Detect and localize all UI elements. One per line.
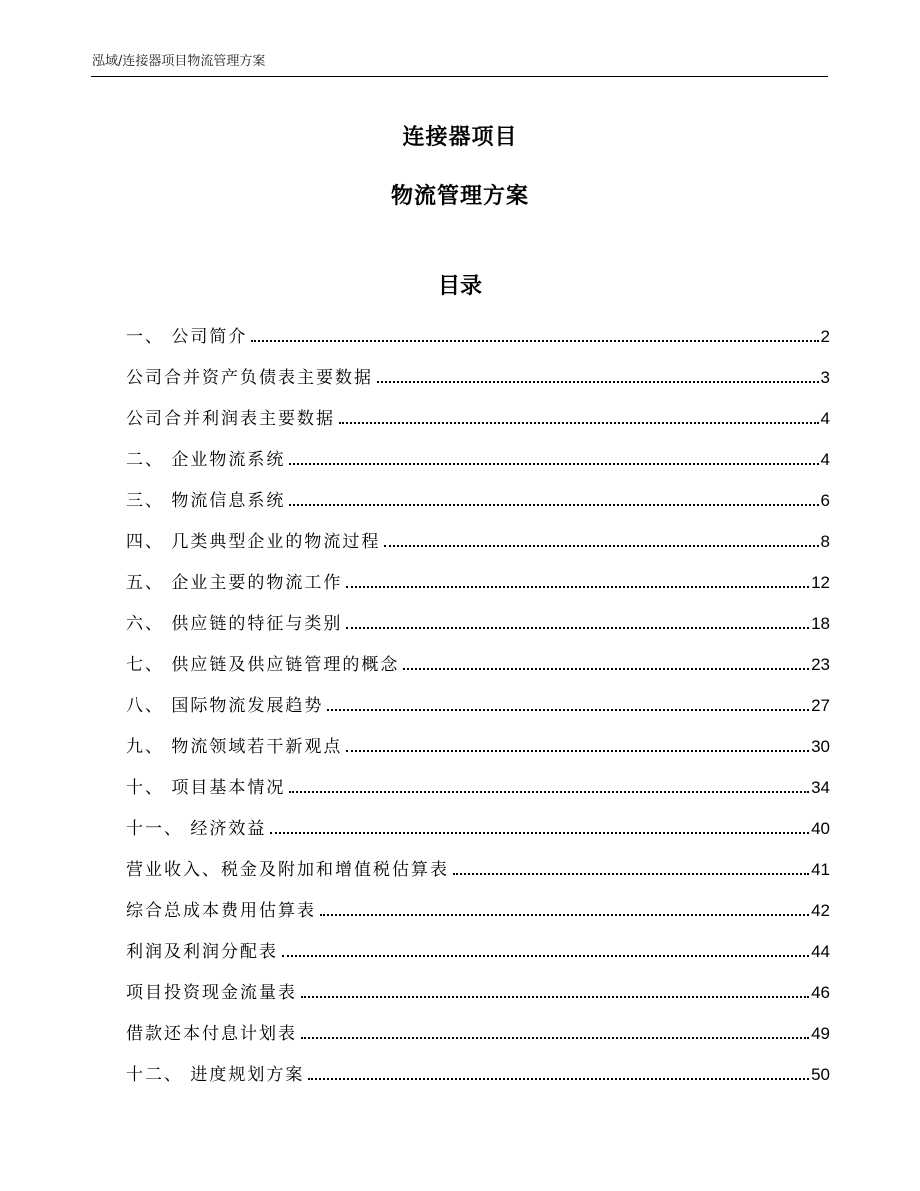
toc-dot-leader <box>289 504 818 506</box>
toc-entry-label: 公司合并资产负债表主要数据 <box>126 368 373 388</box>
toc-dot-leader <box>308 1078 809 1080</box>
toc-entry[interactable] <box>126 1022 830 1063</box>
toc-entry[interactable] <box>126 776 830 817</box>
toc-entry-page-number: 30 <box>811 737 830 756</box>
toc-entry-page-number: 42 <box>811 901 830 920</box>
toc-entry-label: 十、 项目基本情况 <box>126 778 286 798</box>
header-divider <box>91 76 828 77</box>
toc-dot-leader <box>403 668 809 670</box>
toc-entry[interactable] <box>126 366 830 407</box>
running-header: 泓域/连接器项目物流管理方案 <box>92 54 266 69</box>
toc-dot-leader <box>346 750 809 752</box>
toc-entry[interactable] <box>126 735 830 776</box>
toc-dot-leader <box>346 586 809 588</box>
toc-dot-leader <box>339 422 819 424</box>
toc-dot-leader <box>384 545 818 547</box>
toc-entry-label: 公司合并利润表主要数据 <box>126 409 335 429</box>
toc-heading: 目录 <box>437 274 482 299</box>
toc-entry[interactable] <box>126 1063 830 1104</box>
toc-dot-leader <box>346 627 809 629</box>
toc-entry[interactable] <box>126 612 830 653</box>
toc-entry[interactable] <box>126 571 830 612</box>
toc-entry-page-number: 27 <box>811 696 830 715</box>
toc-entry-page-number: 44 <box>811 942 830 961</box>
toc-entry-label: 十一、 经济效益 <box>126 819 267 839</box>
document-title-line-1: 连接器项目 <box>402 125 518 150</box>
toc-entry[interactable] <box>126 530 830 571</box>
toc-entry-label: 二、 企业物流系统 <box>126 450 286 470</box>
toc-entry-page-number: 4 <box>820 450 830 469</box>
toc-dot-leader <box>289 791 809 793</box>
toc-entry-page-number: 50 <box>811 1065 830 1084</box>
toc-entry-label: 四、 几类典型企业的物流过程 <box>126 532 381 552</box>
toc-entry-page-number: 8 <box>820 532 830 551</box>
toc-entry-label: 营业收入、税金及附加和增值税估算表 <box>126 860 449 880</box>
toc-entry-label: 七、 供应链及供应链管理的概念 <box>126 655 400 675</box>
toc-entry-label: 十二、 进度规划方案 <box>126 1065 305 1085</box>
toc-dot-leader <box>320 914 809 916</box>
toc-entry-page-number: 6 <box>820 491 830 510</box>
toc-dot-leader <box>377 381 819 383</box>
toc-dot-leader <box>327 709 809 711</box>
toc-entry[interactable] <box>126 899 830 940</box>
toc-entry-label: 九、 物流领域若干新观点 <box>126 737 343 757</box>
toc-entry[interactable] <box>126 448 830 489</box>
toc-entry[interactable] <box>126 817 830 858</box>
toc-entry-page-number: 40 <box>811 819 830 838</box>
toc-entry[interactable] <box>126 489 830 530</box>
toc-entry-page-number: 46 <box>811 983 830 1002</box>
toc-entry-label: 八、 国际物流发展趋势 <box>126 696 324 716</box>
toc-entry-page-number: 49 <box>811 1024 830 1043</box>
toc-entry[interactable] <box>126 694 830 735</box>
toc-entry[interactable] <box>126 653 830 694</box>
document-title-line-2: 物流管理方案 <box>390 184 529 209</box>
toc-entry-label: 综合总成本费用估算表 <box>126 901 316 921</box>
toc-dot-leader <box>301 1037 809 1039</box>
toc-entry-page-number: 18 <box>811 614 830 633</box>
toc-entry[interactable] <box>126 940 830 981</box>
toc-entry-label: 一、 公司简介 <box>126 327 248 347</box>
toc-entry[interactable] <box>126 325 830 366</box>
table-of-contents <box>126 325 830 1104</box>
toc-dot-leader <box>289 463 818 465</box>
toc-entry-page-number: 2 <box>820 327 830 346</box>
toc-entry-label: 五、 企业主要的物流工作 <box>126 573 343 593</box>
toc-entry-label: 利润及利润分配表 <box>126 942 278 962</box>
toc-dot-leader <box>453 873 809 875</box>
toc-entry-page-number: 41 <box>811 860 830 879</box>
toc-entry[interactable] <box>126 858 830 899</box>
toc-entry-page-number: 34 <box>811 778 830 797</box>
toc-dot-leader <box>301 996 809 998</box>
toc-entry-label: 借款还本付息计划表 <box>126 1024 297 1044</box>
toc-dot-leader <box>270 832 809 834</box>
toc-entry-label: 六、 供应链的特征与类别 <box>126 614 343 634</box>
toc-dot-leader <box>251 340 818 342</box>
toc-entry-page-number: 4 <box>820 409 830 428</box>
toc-entry-label: 项目投资现金流量表 <box>126 983 297 1003</box>
toc-entry-label: 三、 物流信息系统 <box>126 491 286 511</box>
toc-dot-leader <box>282 955 809 957</box>
toc-entry[interactable] <box>126 981 830 1022</box>
toc-entry-page-number: 3 <box>820 368 830 387</box>
toc-entry-page-number: 12 <box>811 573 830 592</box>
toc-entry-page-number: 23 <box>811 655 830 674</box>
toc-entry[interactable] <box>126 407 830 448</box>
